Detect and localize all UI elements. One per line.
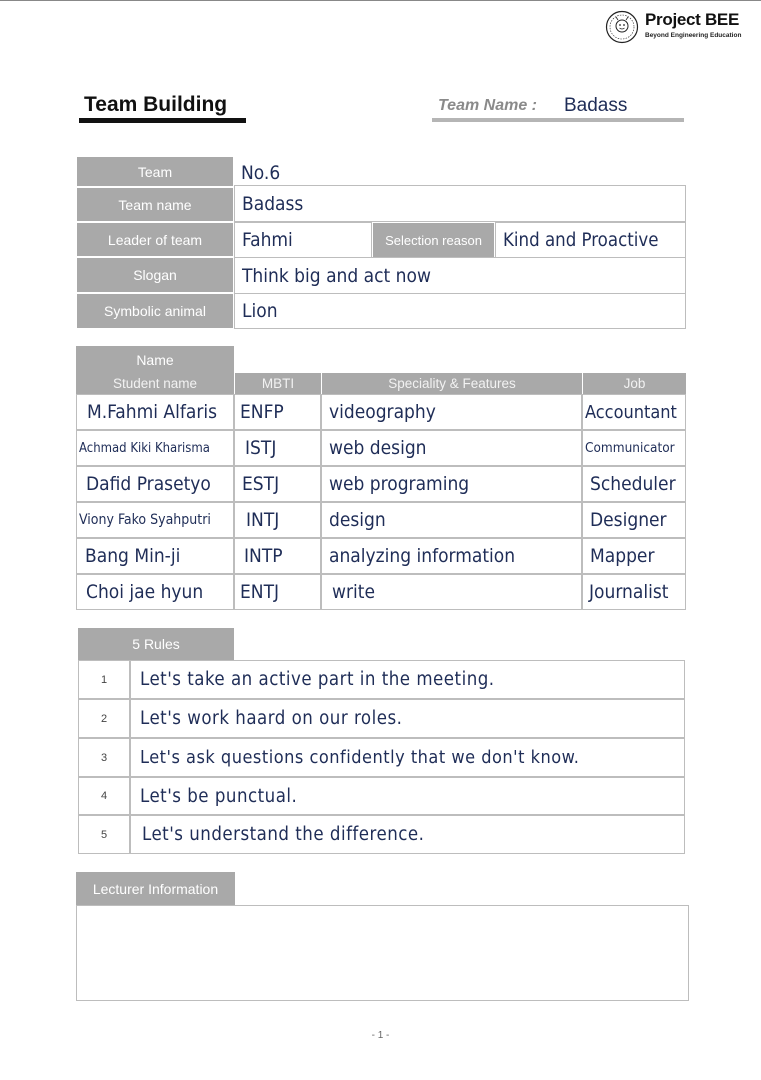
col-header-speciality: Speciality & Features [321,373,582,394]
member-speciality: analyzing information [321,538,582,574]
member-job: Mapper [582,538,686,574]
member-speciality: write [321,574,582,610]
member-job: Communicator [582,430,686,466]
member-job: Designer [582,502,686,538]
rule-number: 2 [78,699,130,738]
member-name: Dafid Prasetyo [76,466,234,502]
lecturer-info-box [76,905,689,1001]
member-speciality: web design [321,430,582,466]
team-value: No.6 [241,162,281,184]
rule-text: Let's ask questions confidently that we don't know. [130,738,685,777]
rule-number: 5 [78,815,130,854]
member-name: Bang Min-ji [76,538,234,574]
team-name-header-label: Team Name : [438,97,537,114]
rules-tab: 5 Rules [78,628,234,660]
rule-text: Let's understand the difference. [130,815,685,854]
team-label: Team [76,156,234,187]
rule-text: Let's work haard on our roles. [130,699,685,738]
member-name: M.Fahmi Alfaris [76,394,234,430]
rule-number: 1 [78,660,130,699]
col-header-job: Job [582,373,686,394]
member-job: Scheduler [582,466,686,502]
member-speciality: design [321,502,582,538]
animal-label: Symbolic animal [76,293,234,329]
leader-value: Fahmi [234,222,372,258]
leader-label: Leader of team [76,222,234,257]
member-speciality: videography [321,394,582,430]
col-header-student-name: Student name [76,373,234,394]
member-speciality: web programing [321,466,582,502]
member-mbti: ISTJ [234,430,321,466]
rule-text: Let's be punctual. [130,777,685,815]
member-mbti: INTP [234,538,321,574]
team-name-value: Badass [234,185,686,222]
team-name-underline [432,118,684,122]
selection-reason-value: Kind and Proactive [495,222,686,258]
member-job: Journalist [582,574,686,610]
lecturer-tab: Lecturer Information [76,872,235,905]
member-name: Achmad Kiki Kharisma [76,430,234,466]
logo-title: Project BEE [645,10,740,29]
member-mbti: ENFP [234,394,321,430]
bee-emblem-icon [605,10,639,44]
page-title: Team Building [84,93,228,116]
member-job: Accountant [582,394,686,430]
slogan-value: Think big and act now [234,257,686,294]
title-underline [79,118,246,123]
team-name-label: Team name [76,187,234,222]
page-number: - 1 - [371,1030,390,1041]
rule-number: 3 [78,738,130,777]
members-tab: Name [76,346,234,373]
animal-value: Lion [234,293,686,329]
slogan-label: Slogan [76,257,234,293]
team-name-header-value: Badass [564,95,628,116]
rule-number: 4 [78,777,130,815]
member-mbti: ESTJ [234,466,321,502]
selection-reason-label: Selection reason [372,222,495,258]
col-header-mbti: MBTI [234,373,321,394]
top-border-line [0,0,761,1]
rule-text: Let's take an active part in the meeting. [130,660,685,699]
member-name: Viony Fako Syahputri [76,502,234,538]
member-name: Choi jae hyun [76,574,234,610]
logo-subtitle: Beyond Engineering Education [645,32,742,39]
member-mbti: INTJ [234,502,321,538]
member-mbti: ENTJ [234,574,321,610]
